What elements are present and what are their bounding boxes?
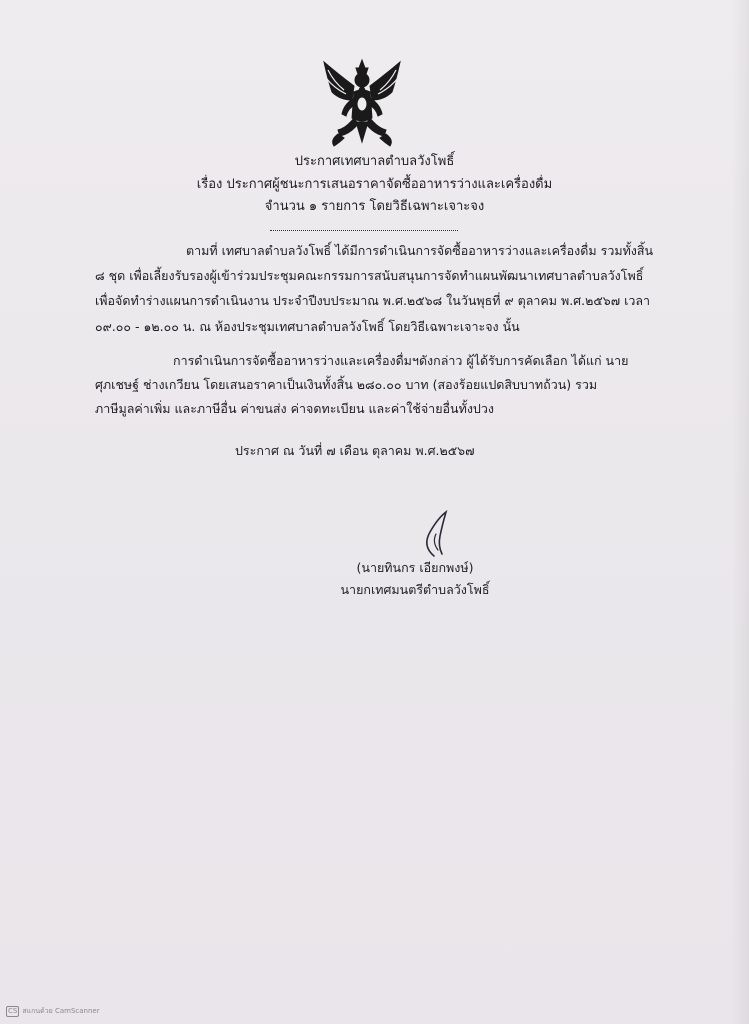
scanner-footer: [6, 1006, 100, 1017]
camscanner-logo: CS: [8, 1007, 18, 1015]
signature-mark: [416, 506, 460, 560]
paragraph-1-line-3: เพื่อจัดทำร่างแผนการดำเนินงาน ประจำปีงบประมาณ พ.ศ.๒๕๖๘ ในวันพุธที่ ๙ ตุลาคม พ.ศ.๒๕๖๗ เวลา: [95, 293, 651, 308]
camscanner-text: สแกนด้วย CamScanner: [22, 1007, 100, 1015]
paragraph-1-line-2: ๘ ชุด เพื่อเลี้ยงรับรองผู้เข้าร่วมประชุมคณะกรรมการสนับสนุนการจัดทำแผนพัฒนาเทศบาลตำบลวังโพธิ์: [95, 268, 644, 283]
announcement-quantity: จำนวน ๑ รายการ โดยวิธีเฉพาะเจาะจง: [264, 199, 485, 214]
announcement-title: ประกาศเทศบาลตำบลวังโพธิ์: [294, 154, 455, 169]
signer-position: นายกเทศมนตรีตำบลวังโพธิ์: [340, 582, 490, 597]
paragraph-2-line-1: การดำเนินการจัดซื้ออาหารว่างและเครื่องดื่มฯดังกล่าว ผู้ได้รับการคัดเลือก ได้แก่ นาย: [173, 353, 629, 368]
announcement-date: ประกาศ ณ วันที่ ๗ เดือน ตุลาคม พ.ศ.๒๕๖๗: [235, 443, 475, 458]
announcement-subject: เรื่อง ประกาศผู้ชนะการเสนอราคาจัดซื้ออาหารว่างและเครื่องดื่ม: [196, 177, 553, 192]
header-separator: [270, 230, 458, 231]
paragraph-1-line-4: ๐๙.๐๐ - ๑๒.๐๐ น. ณ ห้องประชุมเทศบาลตำบลวังโพธิ์ โดยวิธีเฉพาะเจาะจง นั้น: [95, 319, 520, 334]
signer-name: (นายทินกร เอียกพงษ์): [356, 560, 474, 575]
garuda-emblem-icon: [318, 56, 406, 148]
paragraph-2-line-3: ภาษีมูลค่าเพิ่ม และภาษีอื่น ค่าขนส่ง ค่าจดทะเบียน และค่าใช้จ่ายอื่นทั้งปวง: [95, 401, 494, 416]
paragraph-1-line-1: ตามที่ เทศบาลตำบลวังโพธิ์ ได้มีการดำเนินการจัดซื้ออาหารว่างและเครื่องดื่ม รวมทั้งสิ้น: [186, 243, 654, 258]
paragraph-2-line-2: ศุภเชษฐ์ ช่างเกวียน โดยเสนอราคาเป็นเงินทั้งสิ้น ๒๘๐.๐๐ บาท (สองร้อยแปดสิบบาทถ้วน) รวม: [95, 377, 598, 392]
